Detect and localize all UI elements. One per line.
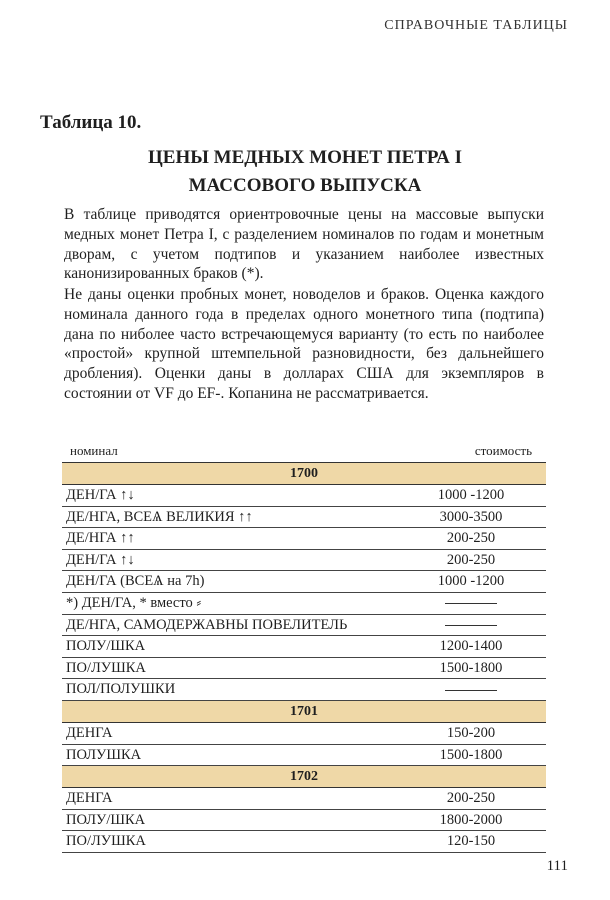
price-table — [62, 440, 546, 853]
denomination-cell: ПО/ЛУШКА — [66, 833, 146, 850]
running-head: СПРАВОЧНЫЕ ТАБЛИЦЫ — [384, 18, 568, 33]
no-price-dash — [445, 690, 497, 691]
table-label: Таблица 10. — [40, 112, 142, 133]
denomination-cell: ДЕН/ГА ↑↓ — [66, 551, 135, 568]
denomination-cell: ПО/ЛУШКА — [66, 659, 146, 676]
price-cell: 1200-1400 — [439, 638, 503, 655]
table-row — [62, 550, 546, 572]
price-cell — [396, 679, 546, 700]
table-row — [62, 636, 546, 658]
price-cell: 1500-1800 — [439, 746, 503, 763]
price-cell: 1500-1800 — [439, 659, 503, 676]
table-row — [62, 831, 546, 853]
price-cell — [396, 615, 546, 636]
price-cell: 150-200 — [446, 724, 496, 741]
price-cell: 200-250 — [446, 530, 496, 547]
denomination-cell: ДЕ/НГА ↑↑ — [66, 530, 135, 547]
table-row — [62, 810, 546, 832]
price-cell: 1000 -1200 — [437, 573, 505, 590]
price-cell: 3000-3500 — [439, 508, 503, 525]
no-price-dash — [445, 625, 497, 626]
price-cell: 1800-2000 — [439, 811, 503, 828]
denomination-cell: ДЕН/ГА (ВСЕѦ на 7h) — [66, 573, 205, 590]
no-price-dash — [445, 603, 497, 604]
table-header — [62, 440, 546, 463]
year-row: 1702 — [62, 766, 546, 788]
table-row — [62, 723, 546, 745]
price-cell: 200-250 — [446, 790, 496, 807]
table-row — [62, 593, 546, 615]
intro-p1-text: В таблице приводятся ориентровочные цены на массовые выпуски медных монет Петра I, с разделением номиналов по годам и монетным дворам, с учетом подтипов и указанием наиболее известных канонизированных браков (*). — [64, 206, 544, 283]
denomination-cell: ДЕНГА — [66, 790, 113, 807]
col-header-name: номинал — [70, 443, 118, 458]
denomination-cell: *) ДЕН/ГА, * вместо ⸗ — [66, 594, 202, 611]
denomination-cell: ПОЛ/ПОЛУШКИ — [66, 681, 176, 698]
intro-paragraph-2 — [64, 285, 544, 404]
table-row — [62, 679, 546, 701]
price-cell: 200-250 — [446, 551, 496, 568]
year-row: 1700 — [62, 463, 546, 485]
price-cell — [396, 593, 546, 614]
year-row: 1701 — [62, 701, 546, 723]
title-line-1: ЦЕНЫ МЕДНЫХ МОНЕТ ПЕТРА I — [148, 147, 462, 168]
table-row — [62, 745, 546, 767]
denomination-cell: ДЕНГА — [66, 724, 113, 741]
denomination-cell: ПОЛУШКА — [66, 746, 142, 763]
intro-p2-text: Не даны оценки пробных монет, новоделов и браков. Оценка каждого номинала данного года в пределах одного монетного типа (подтипа) дана по ниболее часто встречающемуся варианту (то есть по наиболее «простой» крупной штемпельной разновидности, без дальнейшего дробления). Оценки даны в долларах США для экземпляров в состоянии от VF до EF-. Копанина не рассматривается. — [64, 286, 544, 402]
table-row — [62, 788, 546, 810]
col-header-price: стоимость — [474, 443, 532, 458]
denomination-cell: ПОЛУ/ШКА — [66, 811, 146, 828]
table-row — [62, 615, 546, 637]
table-row — [62, 507, 546, 529]
table-row — [62, 485, 546, 507]
denomination-cell: ДЕН/ГА ↑↓ — [66, 487, 135, 503]
title-line-2: МАССОВОГО ВЫПУСКА — [188, 175, 422, 196]
table-row — [62, 571, 546, 593]
denomination-cell: ДЕ/НГА, ВСЕѦ ВЕЛИКИЯ ↑↑ — [66, 508, 253, 525]
table-row — [62, 528, 546, 550]
denomination-cell: ПОЛУ/ШКА — [66, 638, 146, 655]
price-cell: 120-150 — [446, 833, 496, 850]
intro-paragraph-1 — [64, 205, 544, 284]
page-number: 111 — [546, 858, 568, 874]
table-row — [62, 658, 546, 680]
price-cell: 1000 -1200 — [437, 487, 505, 503]
denomination-cell: ДЕ/НГА, САМОДЕРЖАВНЫ ПОВЕЛИТЕЛЬ — [66, 616, 348, 633]
